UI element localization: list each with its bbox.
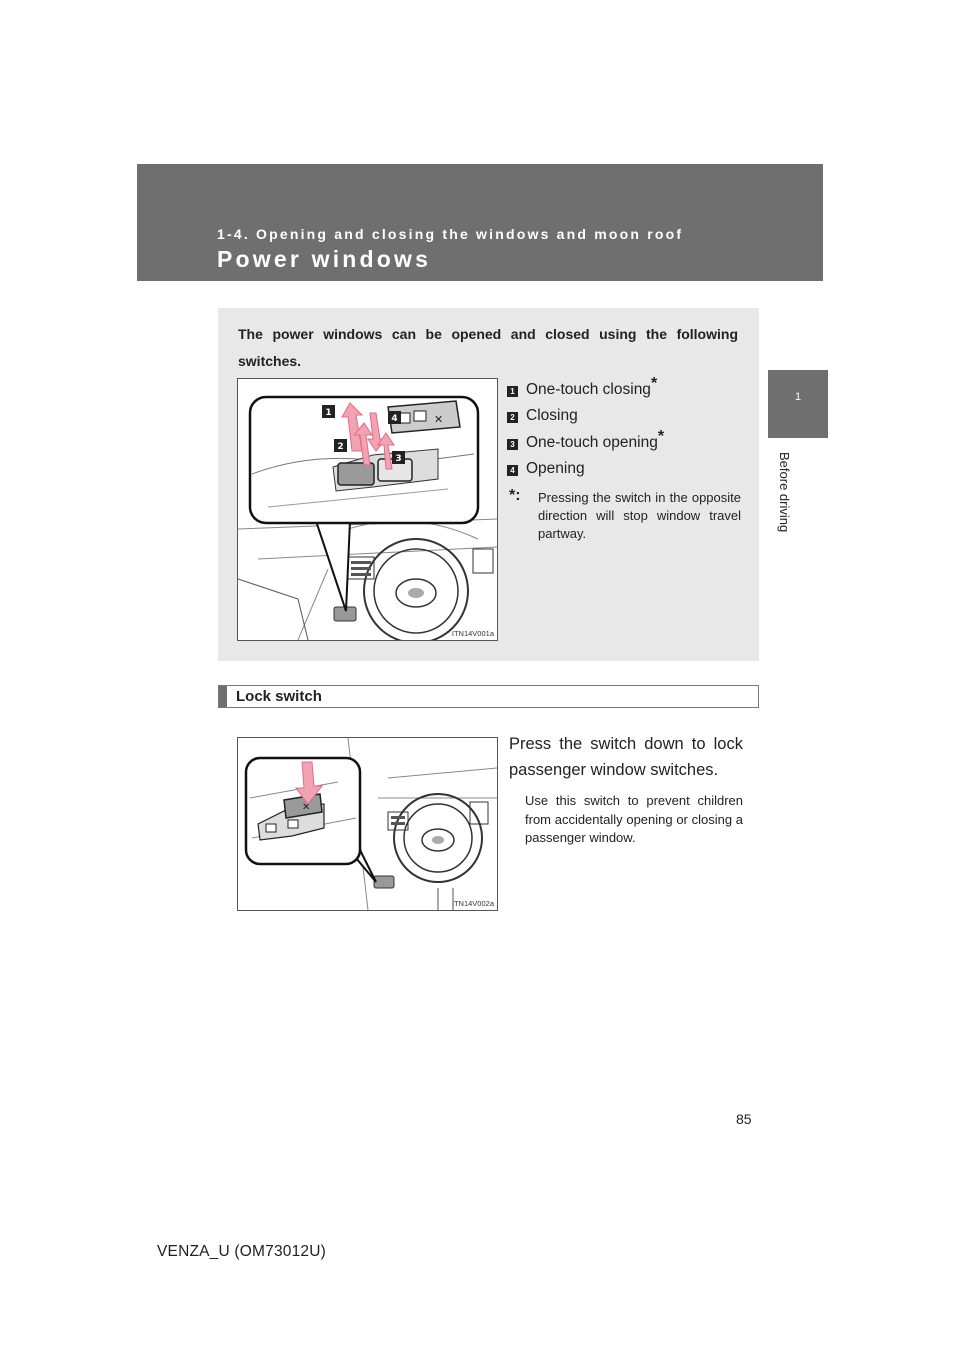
number-badge: 4	[507, 465, 518, 476]
lock-switch-heading: Lock switch	[236, 688, 322, 705]
chapter-tab	[768, 370, 828, 438]
asterisk: *	[657, 427, 665, 445]
power-window-switch-figure	[237, 378, 498, 641]
number-badge: 2	[507, 412, 518, 423]
number-badge: 3	[507, 439, 518, 450]
figure-code: ITN14V002a	[451, 899, 494, 908]
section-header	[137, 164, 823, 281]
legend-item	[506, 456, 741, 482]
svg-text:1: 1	[325, 408, 332, 418]
legend-label: One-touch closing	[526, 381, 651, 398]
svg-text:✕: ✕	[302, 802, 311, 813]
page-number: 85	[736, 1111, 752, 1127]
legend-item	[506, 427, 741, 456]
legend-item	[506, 374, 741, 403]
lock-switch-note: Use this switch to prevent children from accidentally opening or closing a passenger window.	[525, 793, 743, 846]
page-title: Power windows	[217, 246, 432, 272]
lock-switch-figure	[237, 737, 498, 911]
legend-item	[506, 403, 741, 429]
switch-legend	[506, 374, 741, 543]
intro-text: The power windows can be opened and closed using the following switches.	[238, 326, 738, 369]
lock-switch-description: Press the switch down to lock passenger window switches.	[509, 735, 743, 779]
number-badge: 1	[507, 386, 518, 397]
legend-label: One-touch opening	[526, 433, 658, 451]
lock-switch-heading-bar	[218, 685, 759, 708]
footer-model-code: VENZA_U (OM73012U)	[157, 1243, 326, 1260]
section-label: 1-4. Opening and closing the windows and moon roof	[217, 226, 684, 242]
footnote-text: Pressing the switch in the opposite direction will stop window travel partway.	[538, 489, 741, 541]
footnote	[506, 486, 741, 543]
footnote-mark: *:	[509, 486, 521, 504]
legend-label: Closing	[526, 407, 578, 425]
figure-code: ITN14V001a	[451, 629, 494, 638]
asterisk: *	[650, 374, 658, 392]
svg-text:✕: ✕	[434, 413, 444, 426]
chapter-number: 1	[794, 391, 802, 403]
svg-text:2: 2	[337, 442, 344, 452]
lock-switch-illustration	[238, 738, 497, 910]
legend-label: Opening	[526, 460, 585, 478]
svg-text:4: 4	[391, 414, 398, 424]
power-window-switch-illustration	[238, 379, 497, 640]
svg-text:3: 3	[395, 454, 402, 464]
chapter-label: Before driving	[777, 452, 792, 533]
